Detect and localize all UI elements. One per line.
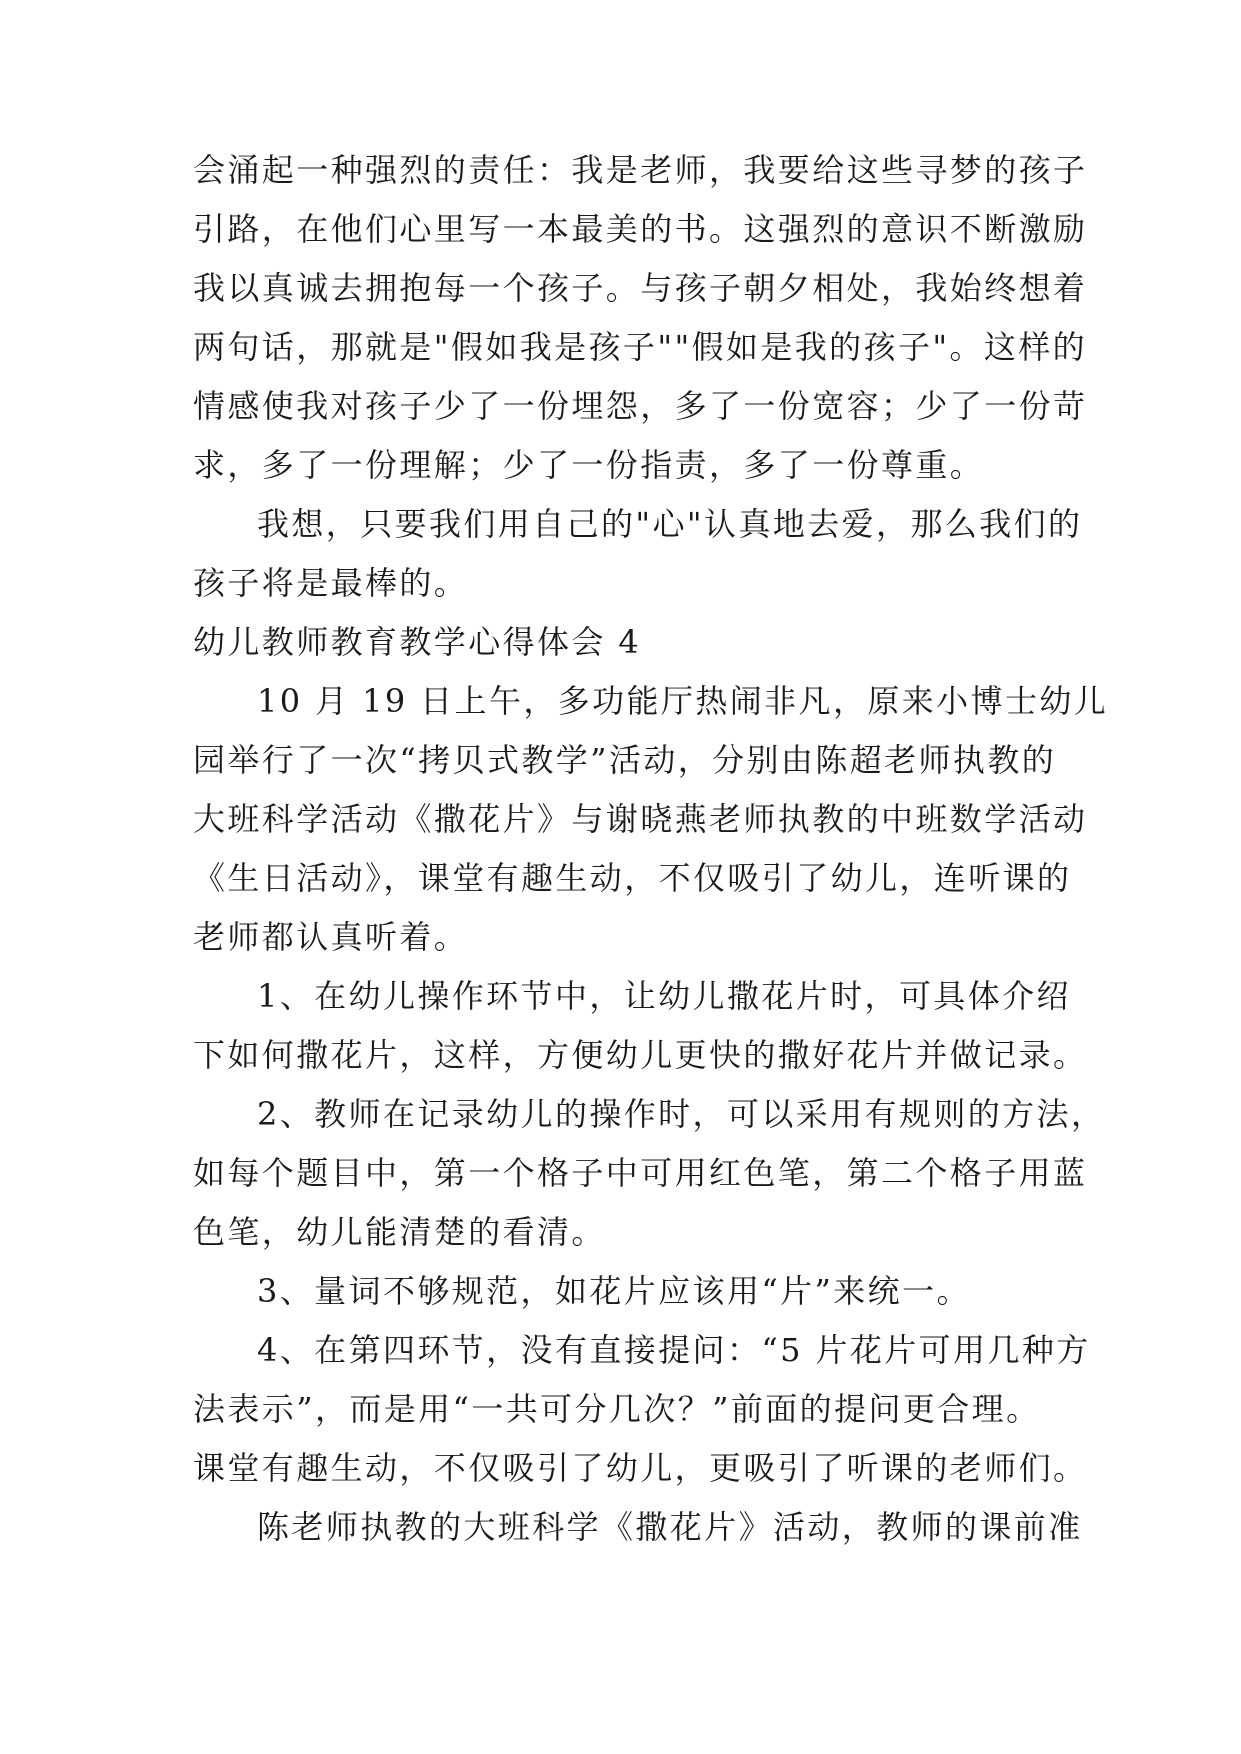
section-heading: 幼儿教师教育教学心得体会 4 [193,623,642,661]
paragraph-line: 如每个题目中，第一个格子中可用红色笔，第二个格子用蓝 [193,1154,1088,1192]
paragraph-line: 求，多了一份理解；少了一份指责，多了一份尊重。 [193,446,985,484]
paragraph-line: 10 月 19 日上午，多功能厅热闹非凡，原来小博士幼儿 [257,682,1109,720]
paragraph-line: 两句话，那就是"假如我是孩子""假如是我的孩子"。这样的 [193,328,1088,366]
paragraph-line: 4、在第四环节，没有直接提问：“5 片花片可用几种方 [257,1331,1091,1369]
paragraph-line: 3、量词不够规范，如花片应该用“片”来统一。 [257,1272,971,1310]
paragraph-line: 孩子将是最棒的。 [193,564,469,602]
paragraph-line: 我想，只要我们用自己的"心"认真地去爱，那么我们的 [257,505,1083,543]
paragraph-line: 1、在幼儿操作环节中，让幼儿撒花片时，可具体介绍 [257,977,1071,1015]
paragraph-line: 《生日活动》，课堂有趣生动，不仅吸引了幼儿，连听课的 [193,859,1072,897]
paragraph-line: 我以真诚去拥抱每一个孩子。与孩子朝夕相处，我始终想着 [193,269,1088,307]
paragraph-line: 情感使我对孩子少了一份埋怨，多了一份宽容；少了一份苛 [193,387,1088,425]
paragraph-line: 课堂有趣生动，不仅吸引了幼儿，更吸引了听课的老师们。 [193,1449,1088,1487]
paragraph-line: 老师都认真听着。 [193,918,469,956]
paragraph-line: 陈老师执教的大班科学《撒花片》活动，教师的课前准 [257,1508,1083,1546]
paragraph-line: 园举行了一次“拷贝式教学”活动，分别由陈超老师执教的 [193,741,1057,779]
paragraph-line: 引路，在他们心里写一本最美的书。这强烈的意识不断激励 [193,210,1088,248]
paragraph-line: 法表示”，而是用“一共可分几次？”前面的提问更合理。 [193,1390,1041,1428]
paragraph-line: 色笔，幼儿能清楚的看清。 [193,1213,606,1251]
paragraph-line: 下如何撒花片，这样，方便幼儿更快的撒好花片并做记录。 [193,1036,1088,1074]
paragraph-line: 2、教师在记录幼儿的操作时，可以采用有规则的方法， [257,1095,1106,1133]
paragraph-line: 大班科学活动《撒花片》与谢晓燕老师执教的中班数学活动 [193,800,1088,838]
paragraph-line: 会涌起一种强烈的责任：我是老师，我要给这些寻梦的孩子 [193,151,1088,189]
